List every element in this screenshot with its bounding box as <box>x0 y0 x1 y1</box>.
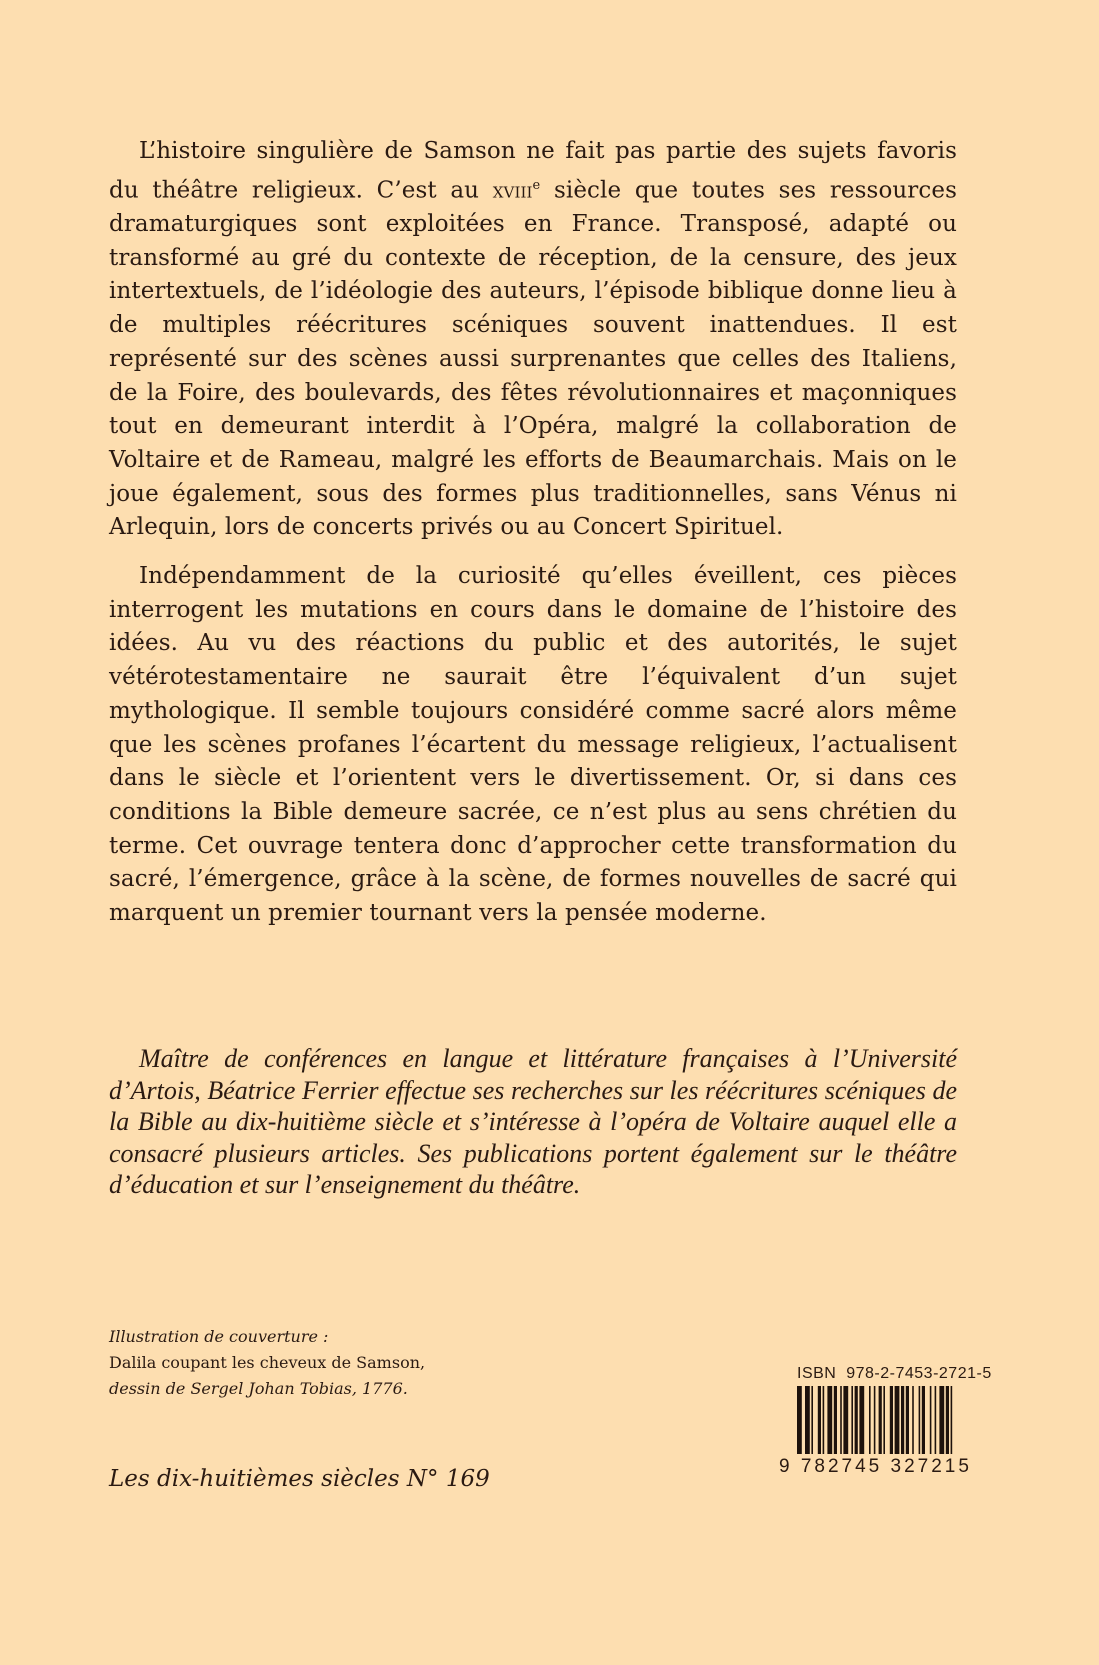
credit-label: Illustration de couverture : <box>109 1327 329 1346</box>
blurb-text: Indépendamment de la curiosité qu’elles éveillent, ces pièces interrogent les mutations en cours dans le domaine de l’histoire des idées. Au vu des réactions du public et des autorités, le sujet vétérotestamentaire ne saurait être l’équivalent d’un sujet mythologique. Il semble toujours considéré comme sacré alors même que les scènes profanes l’écartent du message religieux, l’actualisent dans le siècle et l’orientent vers le divertissement. Or, si dans ces conditions la Bible demeure sacrée, ce n’est plus au sens chrétien du terme. Cet ouvrage tentera donc d’approcher cette transformation du sacré, l’émergence, grâce à la scène, de formes nouvelles de sacré qui marquent un premier tournant vers la pensée moderne. <box>109 563 957 927</box>
barcode-bar <box>855 1386 858 1454</box>
blurb-text: L’histoire singulière de Samson ne fait pas partie des sujets favoris du théâtre religieux. C’est au <box>109 138 957 204</box>
barcode-bar <box>805 1386 810 1454</box>
barcode-bar <box>951 1386 953 1454</box>
barcode-bar <box>874 1386 876 1454</box>
credit-artist: dessin de Sergel Johan Tobias, 1776. <box>109 1379 408 1398</box>
barcode-bar <box>930 1386 932 1454</box>
barcode-bar <box>827 1386 832 1454</box>
barcode-bar <box>823 1386 825 1454</box>
barcode-bar <box>883 1386 885 1454</box>
blurb-paragraph-1 <box>109 135 957 545</box>
barcode-bar <box>851 1386 853 1454</box>
barcode-digits: 9 782745 327215 <box>779 1456 972 1477</box>
barcode-bar <box>912 1386 914 1454</box>
barcode-bar <box>840 1386 842 1454</box>
credit-title: Dalila coupant les cheveux de Samson, <box>109 1353 426 1372</box>
barcode-bar <box>919 1386 921 1454</box>
century-superscript: e <box>532 177 541 193</box>
isbn-label: ISBN 978-2-7453-2721-5 <box>797 1365 992 1382</box>
barcode-bar <box>818 1386 821 1454</box>
barcode-bar <box>895 1386 900 1454</box>
author-bio: Maître de conférences en langue et littérature françaises à l’Université d’Artois, Béatrice Ferrier effectue ses recherches sur les réécritures scéniques de la Bible au dix-huitième siècle et s’intéresse à l’opéra de Voltaire auquel elle a consacré plusieurs articles. Ses publications portent également sur le théâtre d’éducation et sur l’enseignement du théâtre. <box>109 1044 957 1199</box>
barcode-bar <box>834 1386 837 1454</box>
barcode-bar <box>939 1386 944 1454</box>
blurb-paragraph-2 <box>109 560 957 931</box>
barcode <box>797 1386 981 1454</box>
barcode-bar <box>811 1386 813 1454</box>
blurb-text: siècle que toutes ses ressources dramaturgiques sont exploitées en France. Transposé, adapté ou transformé au gré du contexte de réception, de la censure, des jeux intertextuels, de l’idéologie des auteurs, l’épisode biblique donne lieu à de multiples réécritures scéniques souvent inattendues. Il est représenté sur des scènes aussi surprenantes que celles des Italiens, de la Foire, des boulevards, des fêtes révolutionnaires et maçonniques tout en demeurant interdit à l’Opéra, malgré la collaboration de Voltaire et de Rameau, malgré les efforts de Beaumarchais. Mais on le joue également, sous des formes plus traditionnelles, sans Vénus ni Arlequin, lors de concerts privés ou au Concert Spirituel. <box>109 177 957 541</box>
barcode-bar <box>935 1386 937 1454</box>
barcode-bar <box>843 1386 848 1454</box>
barcode-bar <box>922 1386 925 1454</box>
barcode-bar <box>946 1386 949 1454</box>
barcode-bar <box>797 1386 802 1454</box>
barcode-bar <box>859 1386 864 1454</box>
barcode-bar <box>901 1386 904 1454</box>
barcode-bar <box>890 1386 893 1454</box>
barcode-bar <box>869 1386 871 1454</box>
series-title: Les dix-huitièmes siècles N° 169 <box>109 1466 490 1492</box>
century-numeral: xviii <box>492 178 533 203</box>
cover-credit <box>109 1324 425 1402</box>
barcode-bar <box>906 1386 909 1454</box>
barcode-bar <box>879 1386 882 1454</box>
